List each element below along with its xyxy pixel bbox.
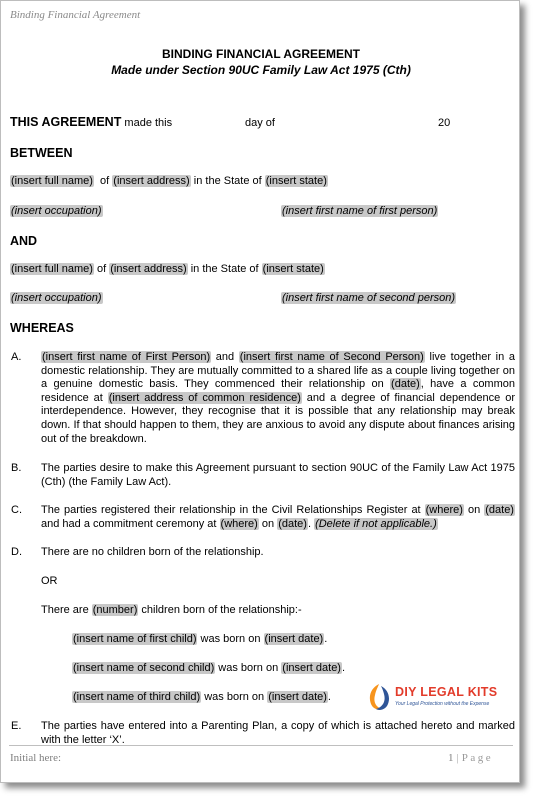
children-count-part1: There are xyxy=(41,604,92,616)
agreement-line xyxy=(10,115,172,129)
clause-d-letter: D. xyxy=(11,546,22,558)
child-name-field[interactable]: (insert name of first child) xyxy=(73,633,197,645)
party2-occupation-text: (insert occupation) xyxy=(11,292,102,304)
party1-full-name-field[interactable]: (insert full name) xyxy=(11,175,93,187)
child-row xyxy=(72,691,331,703)
party2-address-field[interactable]: (insert address) xyxy=(110,263,187,275)
party1-state-label: in the State of xyxy=(193,175,262,187)
child-born-on-text: was born on xyxy=(201,691,268,703)
clause-c-part2: on xyxy=(463,504,485,516)
child-row-end: . xyxy=(324,633,328,645)
child-name-field[interactable]: (insert name of third child) xyxy=(73,691,201,703)
child-born-on-text: was born on xyxy=(215,662,282,674)
ceremony-where-field[interactable]: (where) xyxy=(220,517,258,530)
year-text: 20 xyxy=(438,117,451,129)
child-date-field[interactable]: (insert date) xyxy=(264,633,324,645)
running-header: Binding Financial Agreement xyxy=(10,9,141,21)
clause-c-part3: and had a commitment ceremony at xyxy=(41,517,220,530)
footer-divider xyxy=(9,745,513,746)
page-number-footer xyxy=(448,752,493,764)
party1-occupation-text: (insert occupation) xyxy=(11,205,102,217)
register-date-field[interactable]: (date) xyxy=(485,504,514,516)
child-date-field[interactable]: (insert date) xyxy=(282,662,341,674)
diy-legal-kits-logo xyxy=(365,681,515,713)
party1-occupation-field[interactable] xyxy=(10,205,103,217)
no-children-text: There are no children born of the relationship. xyxy=(41,546,264,558)
whereas-heading: WHEREAS xyxy=(10,321,74,335)
initial-here-label: Initial here: xyxy=(10,752,62,764)
or-text: OR xyxy=(41,575,58,587)
document-subtitle: Made under Section 90UC Family Law Act 1975 (Cth) xyxy=(111,63,411,77)
agreement-lead: THIS AGREEMENT xyxy=(10,115,122,129)
ceremony-date-field[interactable]: (date) xyxy=(278,517,307,530)
party2-state-field[interactable]: (insert state) xyxy=(262,263,324,275)
clause-c-part5: . xyxy=(307,517,315,530)
second-person-name-field[interactable]: (insert first name of Second Person) xyxy=(239,351,424,363)
page-number: 1 xyxy=(448,752,454,764)
between-heading: BETWEEN xyxy=(10,146,73,160)
clause-c-part4: on xyxy=(258,517,278,530)
logo-name: DIY LEGAL KITS xyxy=(395,685,498,699)
party1-line xyxy=(10,175,328,187)
page-separator: | xyxy=(456,752,459,764)
register-where-field[interactable]: (where) xyxy=(425,504,463,516)
party2-occupation-field[interactable] xyxy=(10,292,103,304)
first-person-name-field[interactable]: (insert first name of First Person) xyxy=(42,351,211,363)
party2-first-name-text: (insert first name of second person) xyxy=(282,292,456,304)
child-date-field[interactable]: (insert date) xyxy=(268,691,327,703)
party2-state-label: in the State of xyxy=(190,263,259,275)
children-count-line xyxy=(41,604,302,616)
clause-a-part2: live together in a domestic relationship. They are mutually committed to a shared life as a couple living together on a genuine domestic basis. They commenced their relationship on xyxy=(41,351,515,391)
clause-e-letter: E. xyxy=(11,720,22,732)
party2-line xyxy=(10,263,325,275)
party1-of-text: of xyxy=(100,175,110,187)
children-number-field[interactable]: (number) xyxy=(92,604,138,616)
clause-e-text: The parties have entered into a Parenting Plan, a copy of which is attached hereto and marked with the letter ‘X’. xyxy=(41,720,515,746)
logo-tagline: Your Legal Protection without the Expense xyxy=(395,701,490,707)
party2-of-text: of xyxy=(96,263,107,275)
child-born-on-text: was born on xyxy=(197,633,264,645)
clause-a-part1: and xyxy=(211,351,239,363)
clause-c-part1: The parties registered their relationship in the Civil Relationships Register at xyxy=(41,504,425,516)
party2-full-name-field[interactable]: (insert full name) xyxy=(11,263,93,275)
child-row xyxy=(72,662,345,674)
clause-a-text xyxy=(41,351,515,446)
relationship-date-field[interactable]: (date) xyxy=(391,378,420,391)
and-heading: AND xyxy=(10,234,38,248)
child-row-end: . xyxy=(327,691,331,703)
party1-first-name-text: (insert first name of first person) xyxy=(282,205,438,217)
party1-state-field[interactable]: (insert state) xyxy=(265,175,327,187)
clause-a-part4: and a degree of financial dependence or interdependence. However, they recognise that it is possible that any relationship may break down. If that should happen to them, they are anxious to avoid any dispute about finances arising out of the breakdown. xyxy=(41,391,515,445)
child-row-end: . xyxy=(341,662,346,674)
document-title: BINDING FINANCIAL AGREEMENT xyxy=(162,47,360,61)
children-count-part2: children born of the relationship:- xyxy=(138,604,302,616)
clause-b-letter: B. xyxy=(11,462,22,474)
party1-first-name-field[interactable] xyxy=(281,205,438,217)
child-name-field[interactable]: (insert name of second child) xyxy=(73,662,215,674)
clause-a-part3: , have a common residence at xyxy=(41,378,515,404)
clause-b-text: The parties desire to make this Agreement pursuant to section 90UC of the Family Law Act 1975 (Cth) (the Family Law Act). xyxy=(41,462,515,488)
delete-if-not-applicable-note[interactable]: (Delete if not applicable.) xyxy=(315,517,437,530)
party1-address-field[interactable]: (insert address) xyxy=(113,175,190,187)
clause-a-letter: A. xyxy=(11,351,22,363)
page-word: Page xyxy=(461,752,494,764)
day-of-text: day of xyxy=(245,117,275,129)
clause-c-letter: C. xyxy=(11,504,22,516)
made-this-text: made this xyxy=(124,117,173,129)
common-residence-field[interactable]: (insert address of common residence) xyxy=(108,391,301,404)
party2-first-name-field[interactable] xyxy=(281,292,456,304)
child-row xyxy=(72,633,327,645)
logo-swirl-icon xyxy=(365,682,393,712)
clause-c-text xyxy=(41,504,515,531)
